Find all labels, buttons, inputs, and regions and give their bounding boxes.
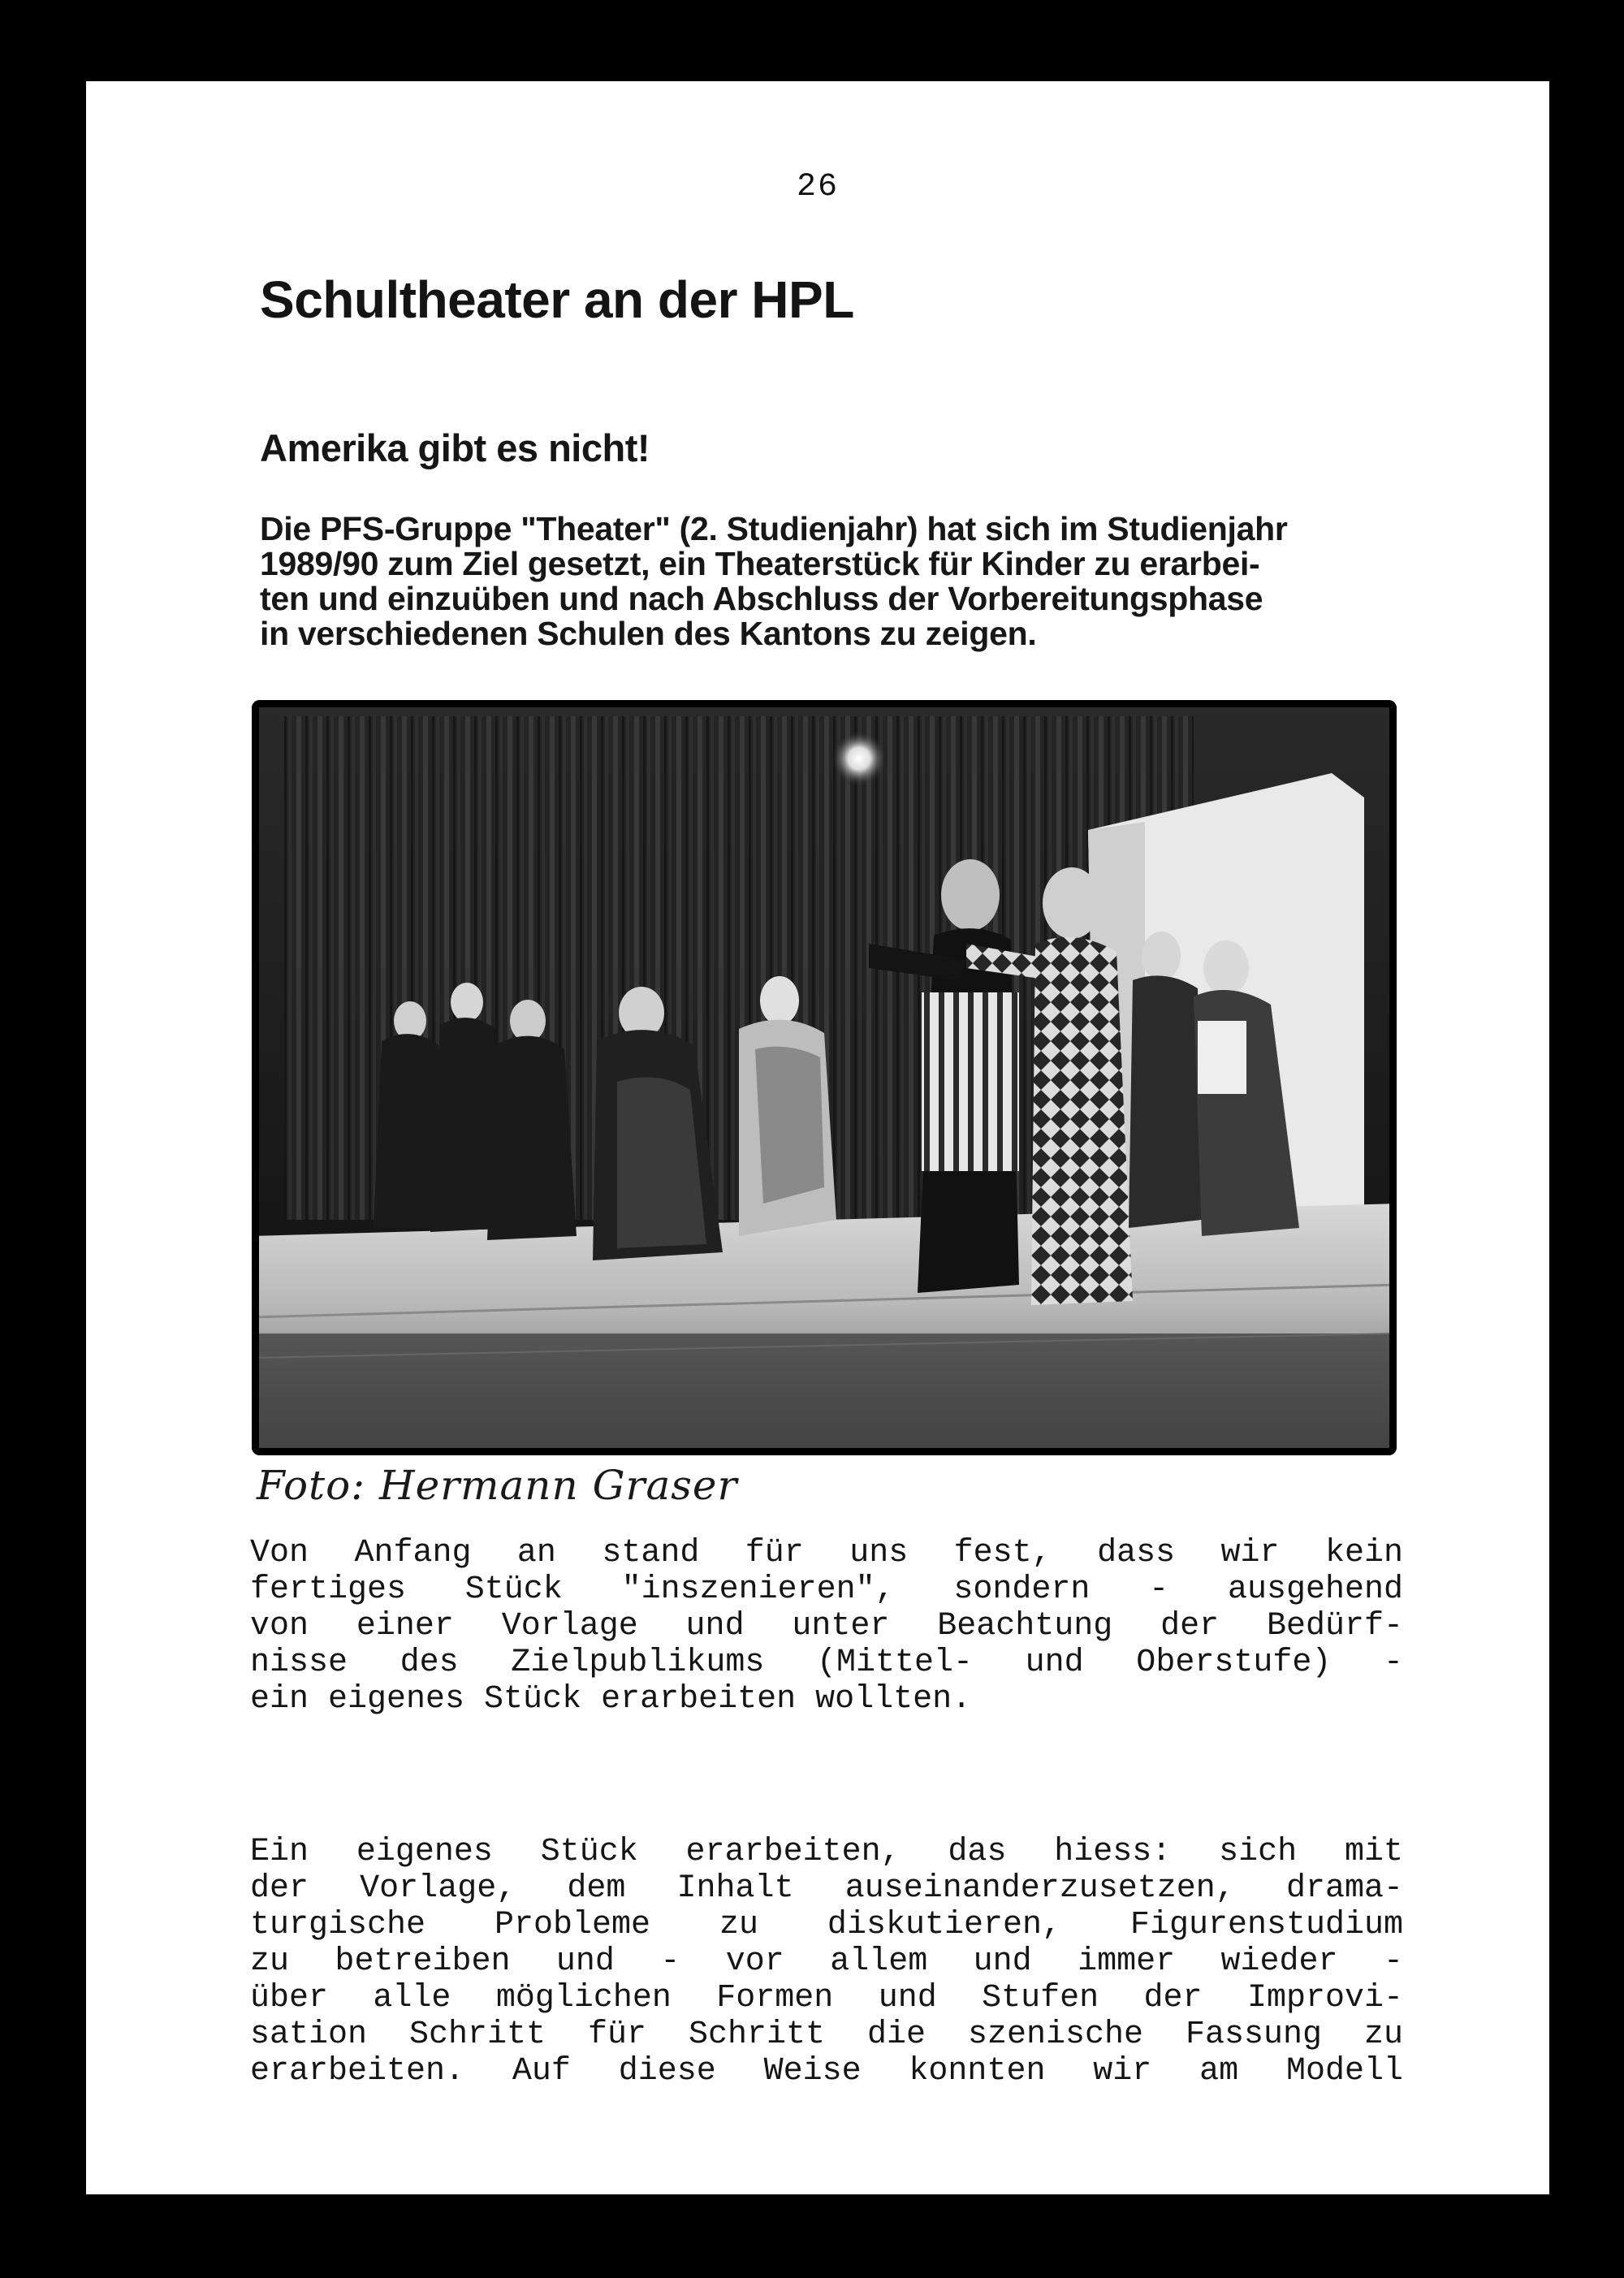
document-page bbox=[86, 81, 1549, 2194]
text-line: sation Schritt für Schritt die szenische Fassung zu bbox=[250, 2016, 1403, 2053]
text-line: Ein eigenes Stück erarbeiten, das hiess: sich mit bbox=[250, 1834, 1403, 1870]
text-line: der Vorlage, dem Inhalt auseinanderzusetzen, drama- bbox=[250, 1870, 1403, 1907]
section-heading: Amerika gibt es nicht! bbox=[260, 426, 650, 469]
photo-credit: Foto: Hermann Graser bbox=[257, 1462, 738, 1509]
text-line: über alle möglichen Formen und Stufen der Improvi- bbox=[250, 1980, 1403, 2016]
body-paragraph-2 bbox=[250, 1834, 1403, 2090]
page-number: 26 bbox=[796, 169, 839, 205]
intro-line: ten und einzuüben und nach Abschluss der Vorbereitungsphase bbox=[260, 580, 1263, 617]
intro-line: Die PFS-Gruppe "Theater" (2. Studienjahr) hat sich im Studienjahr bbox=[260, 510, 1288, 547]
text-line: fertiges Stück "inszenieren", sondern - ausgehend bbox=[250, 1571, 1403, 1608]
text-line: von einer Vorlage und unter Beachtung der Bedürf- bbox=[250, 1608, 1403, 1645]
stage-photo bbox=[252, 700, 1397, 1455]
intro-paragraph bbox=[260, 512, 1413, 651]
body-paragraph-1 bbox=[250, 1535, 1403, 1718]
text-line: nisse des Zielpublikums (Mittel- und Oberstufe) - bbox=[250, 1645, 1403, 1681]
text-line: ein eigenes Stück erarbeiten wollten. bbox=[250, 1681, 972, 1718]
intro-line: in verschiedenen Schulen des Kantons zu zeigen. bbox=[260, 615, 1037, 652]
text-line: turgische Probleme zu diskutieren, Figurenstudium bbox=[250, 1907, 1403, 1943]
text-line: erarbeiten. Auf diese Weise konnten wir am Modell bbox=[250, 2053, 1403, 2090]
text-line: zu betreiben und - vor allem und immer wieder - bbox=[250, 1943, 1403, 1980]
text-line: Von Anfang an stand für uns fest, dass wir kein bbox=[250, 1535, 1403, 1571]
intro-line: 1989/90 zum Ziel gesetzt, ein Theaterstück für Kinder zu erarbei- bbox=[260, 545, 1260, 582]
page-title: Schultheater an der HPL bbox=[260, 270, 854, 329]
